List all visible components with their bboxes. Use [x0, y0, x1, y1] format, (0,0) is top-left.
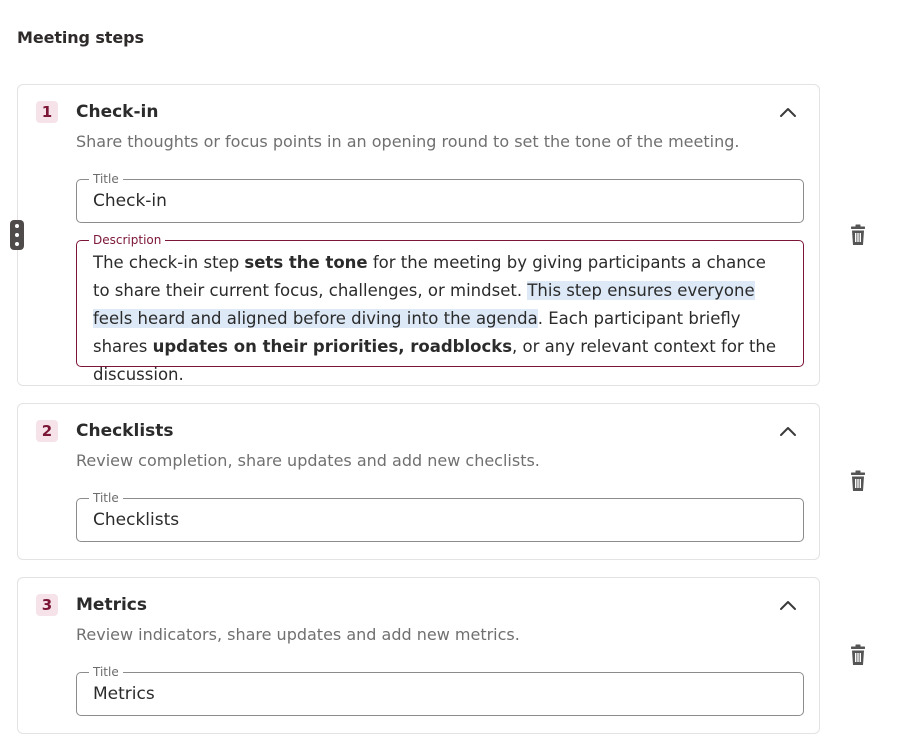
collapse-step-button[interactable]: [779, 423, 797, 439]
description-field[interactable]: [76, 233, 804, 384]
step-title: Checklists: [76, 421, 174, 441]
trash-icon: [848, 224, 868, 246]
step-number-badge: 3: [36, 594, 58, 616]
title-field[interactable]: [76, 172, 804, 223]
step-card-checklists: [17, 403, 820, 560]
step-number-badge: 1: [36, 101, 58, 123]
chevron-up-icon: [779, 597, 797, 613]
description-field-label: Description: [89, 233, 165, 247]
collapse-step-button[interactable]: [779, 597, 797, 613]
drag-handle-icon[interactable]: [10, 220, 24, 250]
desc-text-segment: , or any relevant context for the discussion.: [93, 337, 777, 384]
step-title: Check-in: [76, 102, 159, 122]
chevron-up-icon: [779, 104, 797, 120]
trash-icon: [848, 644, 868, 666]
title-field-value[interactable]: Metrics: [93, 684, 155, 704]
description-text[interactable]: [93, 249, 783, 389]
title-field-label: Title: [89, 172, 123, 186]
chevron-up-icon: [779, 423, 797, 439]
step-subtitle: Review indicators, share updates and add new metrics.: [76, 625, 520, 644]
collapse-step-button[interactable]: [779, 104, 797, 120]
desc-text-segment: The check-in step: [93, 253, 245, 272]
title-field[interactable]: [76, 665, 804, 716]
desc-text-segment: for the meeting by giving participants a chance to share their current focus, challenges, or mindset.: [93, 253, 766, 300]
title-field-value[interactable]: Checklists: [93, 510, 180, 530]
delete-step-button[interactable]: [848, 224, 868, 246]
title-field[interactable]: [76, 491, 804, 542]
delete-step-button[interactable]: [848, 644, 868, 666]
step-card-check-in: [17, 84, 820, 386]
title-field-label: Title: [89, 665, 123, 679]
desc-text-segment: . Each participant briefly shares: [93, 309, 741, 356]
trash-icon: [848, 470, 868, 492]
page-title: Meeting steps: [17, 28, 144, 47]
title-field-label: Title: [89, 491, 123, 505]
delete-step-button[interactable]: [848, 470, 868, 492]
step-card-metrics: [17, 577, 820, 734]
step-subtitle: Review completion, share updates and add new checlists.: [76, 451, 540, 470]
step-subtitle: Share thoughts or focus points in an opening round to set the tone of the meeting.: [76, 132, 740, 151]
desc-bold-segment: updates on their priorities, roadblocks: [152, 337, 513, 356]
title-field-value[interactable]: Check-in: [93, 191, 167, 211]
step-number-badge: 2: [36, 420, 58, 442]
desc-bold-segment: sets the tone: [244, 253, 368, 272]
step-title: Metrics: [76, 595, 147, 615]
desc-selected-text: This step ensures everyone feels heard and aligned before diving into the agenda: [93, 281, 755, 328]
